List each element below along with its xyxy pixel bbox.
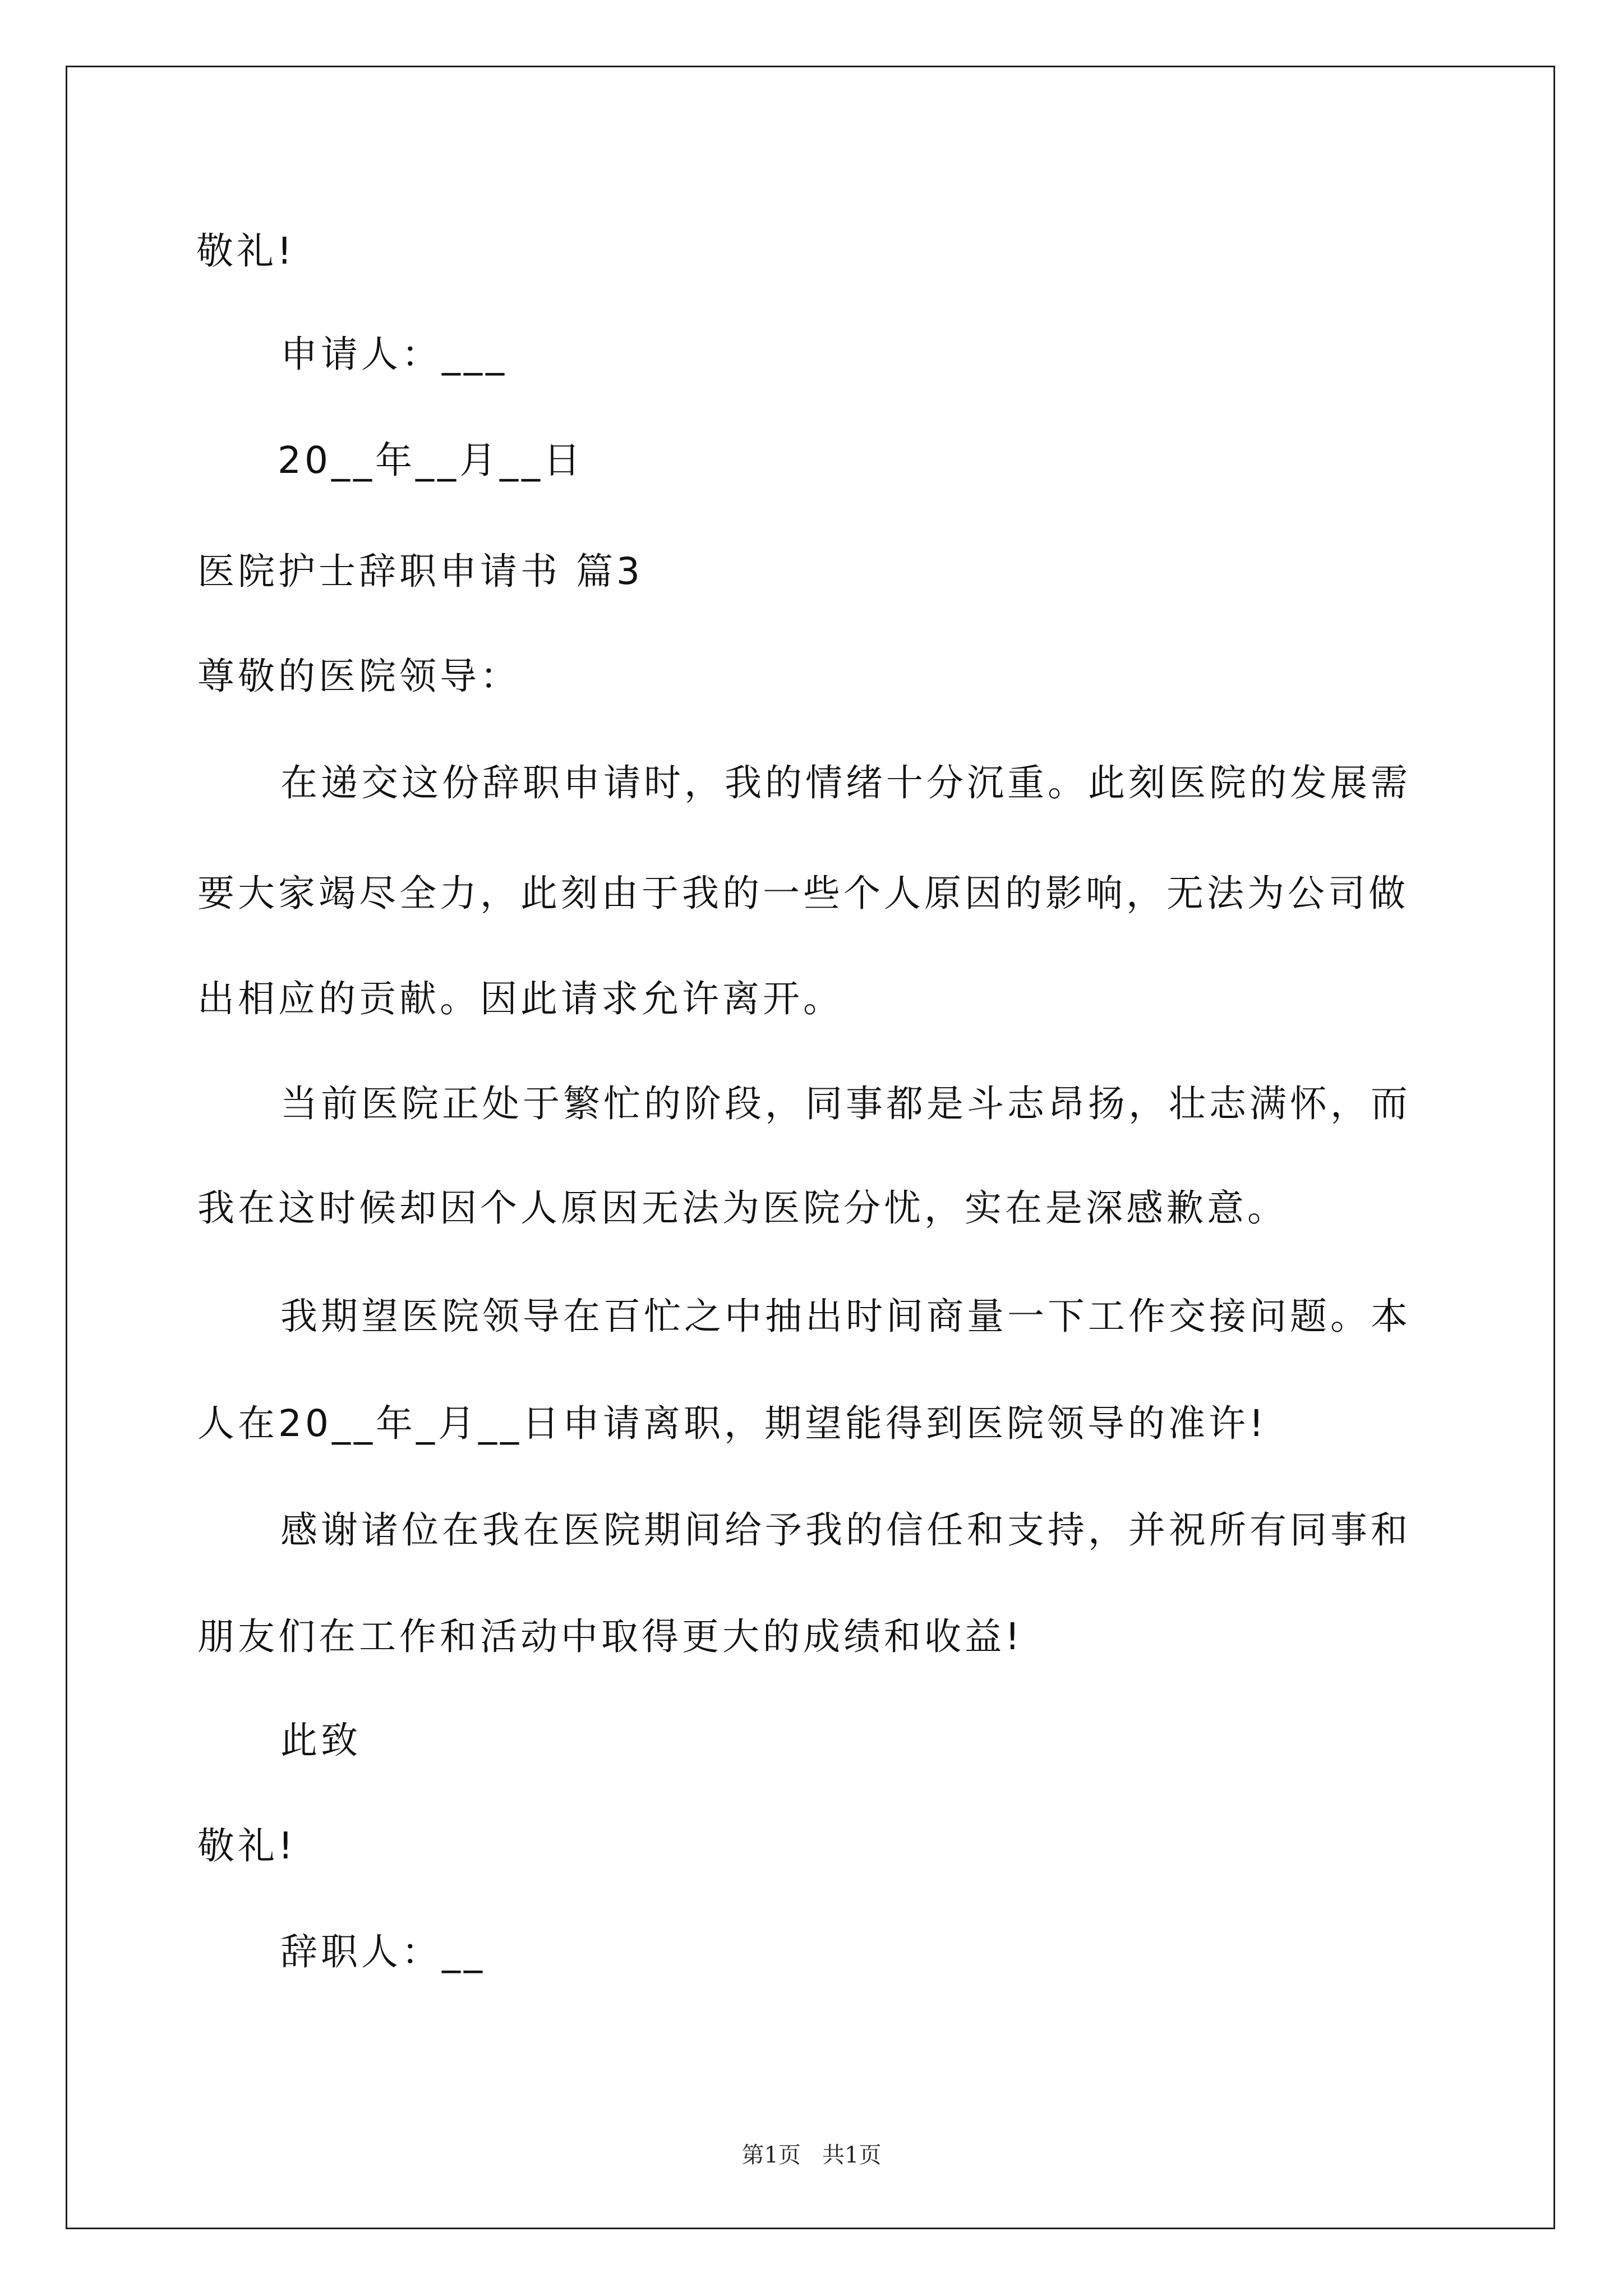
paragraph-4-line-2: 朋友们在工作和活动中取得更大的成绩和收益!: [197, 1615, 1023, 1658]
section-title: 医院护士辞职申请书 篇3: [197, 550, 643, 593]
paragraph-3-line-1: 我期望医院领导在百忙之中抽出时间商量一下工作交接问题。本: [280, 1295, 1411, 1338]
salutation-closing-2: 敬礼!: [197, 1824, 297, 1867]
paragraph-1-line-2: 要大家竭尽全力，此刻由于我的一些个人原因的影响，无法为公司做: [197, 872, 1409, 915]
applicant-signature: 申请人：___: [280, 333, 508, 376]
paragraph-1-line-1: 在递交这份辞职申请时，我的情绪十分沉重。此刻医院的发展需: [280, 761, 1411, 804]
greeting: 尊敬的医院领导：: [197, 655, 520, 698]
paragraph-2-line-2: 我在这时候却因个人原因无法为医院分忧，实在是深感歉意。: [197, 1186, 1288, 1230]
paragraph-3-line-2: 人在20__年_月__日申请离职，期望能得到医院领导的准许!: [197, 1402, 1267, 1445]
date-line: 20__年__月__日: [278, 439, 584, 482]
paragraph-2-line-1: 当前医院正处于繁忙的阶段，同事都是斗志昂扬，壮志满怀，而: [280, 1082, 1411, 1125]
paragraph-1-line-3: 出相应的贡献。因此请求允许离开。: [197, 977, 843, 1020]
paragraph-4-line-1: 感谢诸位在我在医院期间给予我的信任和支持，并祝所有同事和: [280, 1508, 1411, 1552]
salutation-closing: 敬礼!: [196, 229, 296, 273]
page-border: [66, 66, 1555, 2229]
resigner-signature: 辞职人：__: [280, 1930, 486, 1973]
page-number-footer: 第1页 共1页: [741, 2142, 882, 2168]
closing-phrase: 此致: [280, 1719, 361, 1762]
